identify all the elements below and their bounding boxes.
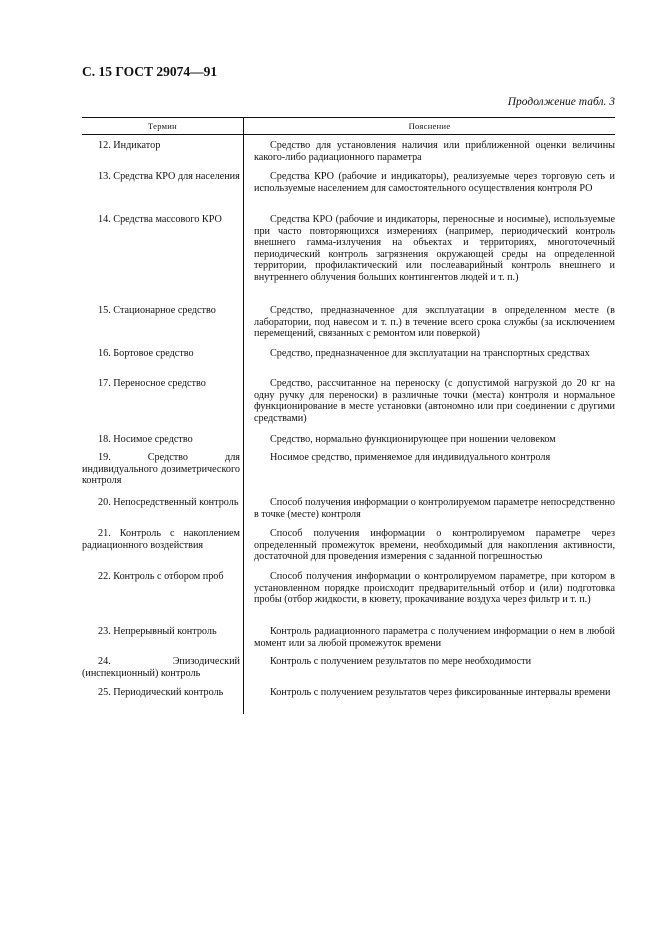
term-cell: 17. Переносное средство — [98, 378, 206, 389]
explanation-cell: Контроль радиационного параметра с получением информации о нем в любой момент или за любой промежуток времени — [254, 626, 615, 649]
term-cell: 22. Контроль с отбором проб — [98, 571, 224, 582]
explanation-cell: Средства КРО (рабочие и индикаторы), реализуемые через торговую сеть и используемые населением для самостоятельного осуществления контроля РО — [254, 171, 615, 194]
term-cell: 13. Средства КРО для населения — [98, 171, 240, 182]
continuation-label: Продолжение табл. 3 — [507, 96, 615, 108]
explanation-cell: Средство, рассчитанное на переноску (с допустимой нагрузкой до 20 кг на одну ручку для переноски) в различные точки (места) контроля и нормальное функционирование в месте установки (автономно или при соединении с другими средствами) — [254, 378, 615, 424]
term-cell: 20. Непосредственный контроль — [98, 497, 239, 508]
explanation-cell: Контроль с получением результатов по мере необходимости — [270, 656, 532, 667]
explanation-cell: Средства КРО (рабочие и индикаторы, переносные и носимые), используемые при часто повторяющихся измерениях (например, периодический контроль внешнего гамма-излучения на объектах и территориях, многоточечный периодический контроль загрязнения окружающей среды на определенной территории, профилактический или послеаварийный контроль внешнего и внутреннего облучения больших контингентов людей и т. п.) — [254, 214, 615, 283]
table-top-rule — [82, 117, 615, 118]
explanation-cell: Способ получения информации о контролируемом параметре через определенный промежуток времени, необходимый для накопления активности, достаточной для проведения измерения с заданной погрешностью — [254, 528, 615, 562]
page-header: С. 15 ГОСТ 29074—91 — [82, 64, 218, 79]
column-header-explanation: Пояснение — [408, 121, 451, 131]
explanation-cell: Способ получения информации о контролируемом параметре, при котором в установленном порядке происходит предварительный отбор и (или) подготовка пробы (отбор жидкости, в кювету, прокачивание воздуха через фильтр и т. п.) — [254, 571, 615, 605]
table-header-rule — [82, 134, 615, 135]
explanation-cell: Носимое средство, применяемое для индивидуального контроля — [270, 452, 551, 463]
term-cell: 24. Эпизодический (инспекционный) контроль — [82, 656, 240, 679]
explanation-cell: Контроль с получением результатов через фиксированные интервалы времени — [270, 687, 611, 698]
term-cell: 25. Периодический контроль — [98, 687, 224, 698]
column-divider — [243, 117, 244, 714]
term-cell: 19. Средство для индивидуального дозиметрического контроля — [82, 452, 240, 486]
term-cell: 18. Носимое средство — [98, 434, 193, 445]
explanation-cell: Средство, нормально функционирующее при ношении человеком — [270, 434, 556, 445]
term-cell: 23. Непрерывный контроль — [98, 626, 217, 637]
term-cell: 21. Контроль с накоплением радиационного воздействия — [82, 528, 240, 551]
term-cell: 12. Индикатор — [98, 140, 161, 151]
explanation-cell: Средство для установления наличия или приближенной оценки величины какого-либо радиационного параметра — [254, 140, 615, 163]
column-header-term: Термин — [147, 121, 178, 131]
explanation-cell: Средство, предназначенное для эксплуатации на транспортных средствах — [270, 348, 590, 359]
term-cell: 14. Средства массового КРО — [98, 214, 222, 225]
term-cell: 15. Стационарное средство — [98, 305, 216, 316]
explanation-cell: Способ получения информации о контролируемом параметре непосредственно в точке (месте) контроля — [254, 497, 615, 520]
explanation-cell: Средство, предназначенное для эксплуатации в определенном месте (в лаборатории, под навесом и т. п.) в течение всего срока службы (за исключением перемещений, связанных с ремонтом или поверкой) — [254, 305, 615, 339]
term-cell: 16. Бортовое средство — [98, 348, 194, 359]
